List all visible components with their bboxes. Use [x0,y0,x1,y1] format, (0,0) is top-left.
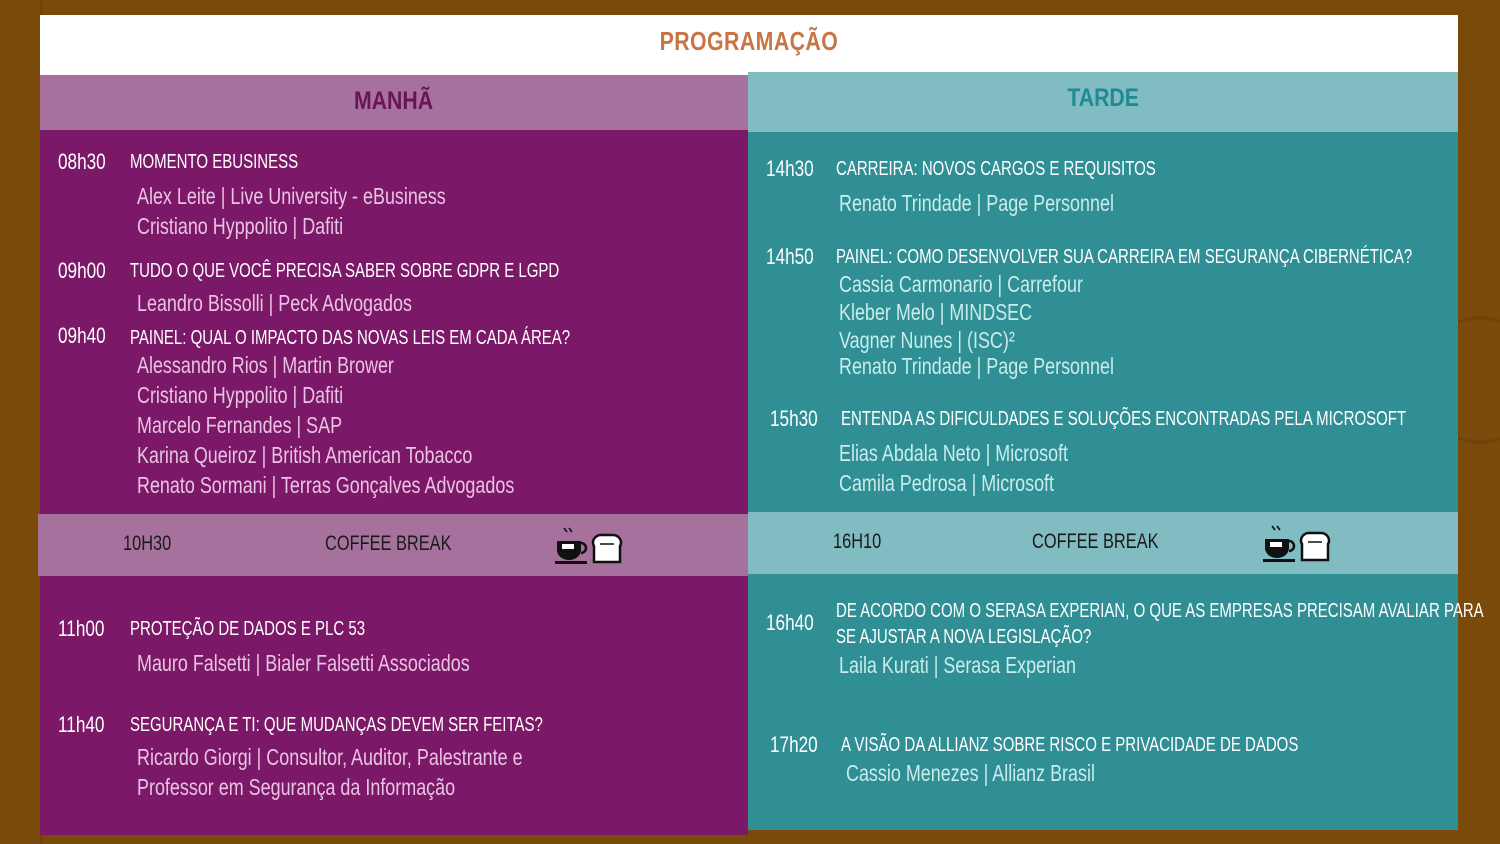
break-time: 16H10 [833,530,882,553]
slot-title: PAINEL: QUAL O IMPACTO DAS NOVAS LEIS EM CADA ÁREA? [130,327,571,349]
speaker: Renato Trindade | Page Personnel [839,190,1114,216]
speaker: Alex Leite | Live University - eBusiness [137,183,446,209]
slot-title: PROTEÇÃO DE DADOS E PLC 53 [130,618,366,640]
slot-title: A VISÃO DA ALLIANZ SOBRE RISCO E PRIVACIDADE DE DADOS [841,734,1299,756]
slot-time: 16h40 [766,610,814,635]
speaker: Vagner Nunes | (ISC)² [839,327,1015,353]
slot-time: 14h50 [766,244,814,269]
coffee-cup-icon [1262,522,1300,566]
speaker: Cristiano Hyppolito | Dafiti [137,213,344,239]
speaker: Laila Kurati | Serasa Experian [839,652,1077,678]
slot-time: 15h30 [770,406,818,431]
speaker: Elias Abdala Neto | Microsoft [839,440,1069,466]
afternoon-column [748,72,1484,830]
slot-title: DE ACORDO COM O SERASA EXPERIAN, O QUE AS EMPRESAS PRECISAM AVALIAR PARA [836,600,1484,622]
slot-time: 09h40 [58,323,106,348]
morning-header [40,75,748,130]
speaker: Kleber Melo | MINDSEC [839,299,1033,325]
slot-title-line-2: SE AJUSTAR A NOVA LEGISLAÇÃO? [836,626,1092,648]
bread-icon [1298,530,1332,564]
speaker: Cristiano Hyppolito | Dafiti [137,382,344,408]
break-time: 10H30 [123,532,172,555]
slot-time: 08h30 [58,149,106,174]
coffee-break-morning [38,514,748,576]
speaker: Alessandro Rios | Martin Brower [137,352,394,378]
slot-title: TUDO O QUE VOCÊ PRECISA SABER SOBRE GDPR E LGPD [130,260,560,282]
slot-time: 17h20 [770,732,818,757]
afternoon-title: TARDE [1067,84,1139,112]
slot-title: ENTENDA AS DIFICULDADES E SOLUÇÕES ENCONTRADAS PELA MICROSOFT [841,408,1407,430]
slot-time: 14h30 [766,156,814,181]
speaker: Karina Queiroz | British American Tobacco [137,442,473,468]
slot-time: 11h40 [58,712,105,737]
morning-column [40,75,748,835]
speaker: Cassia Carmonario | Carrefour [839,271,1083,297]
slot-time: 09h00 [58,258,106,283]
slot-title: MOMENTO EBUSINESS [130,151,299,173]
break-label: COFFEE BREAK [325,532,452,555]
speaker: Mauro Falsetti | Bialer Falsetti Associados [137,650,470,676]
speaker: Renato Sormani | Terras Gonçalves Advogados [137,472,515,498]
break-label: COFFEE BREAK [1032,530,1159,553]
slot-title: PAINEL: COMO DESENVOLVER SUA CARREIRA EM SEGURANÇA CIBERNÉTICA? [836,246,1413,268]
speaker: Camila Pedrosa | Microsoft [839,470,1055,496]
speaker: Ricardo Giorgi | Consultor, Auditor, Palestrante e [137,744,523,770]
speaker: Leandro Bissolli | Peck Advogados [137,290,412,316]
program-header [40,15,1458,75]
speaker: Marcelo Fernandes | SAP [137,412,343,438]
slot-title: CARREIRA: NOVOS CARGOS E REQUISITOS [836,158,1156,180]
slot-title: SEGURANÇA E TI: QUE MUDANÇAS DEVEM SER FEITAS? [130,714,543,736]
speaker: Cassio Menezes | Allianz Brasil [846,760,1095,786]
slot-time: 11h00 [58,616,105,641]
coffee-cup-icon [554,524,592,568]
bread-icon [590,532,624,566]
speaker: Renato Trindade | Page Personnel [839,353,1114,379]
afternoon-header [748,72,1458,132]
speaker: Professor em Segurança da Informação [137,774,456,800]
coffee-break-afternoon [748,512,1458,574]
morning-title: MANHÃ [354,87,434,115]
page-title: PROGRAMAÇÃO [659,26,839,56]
